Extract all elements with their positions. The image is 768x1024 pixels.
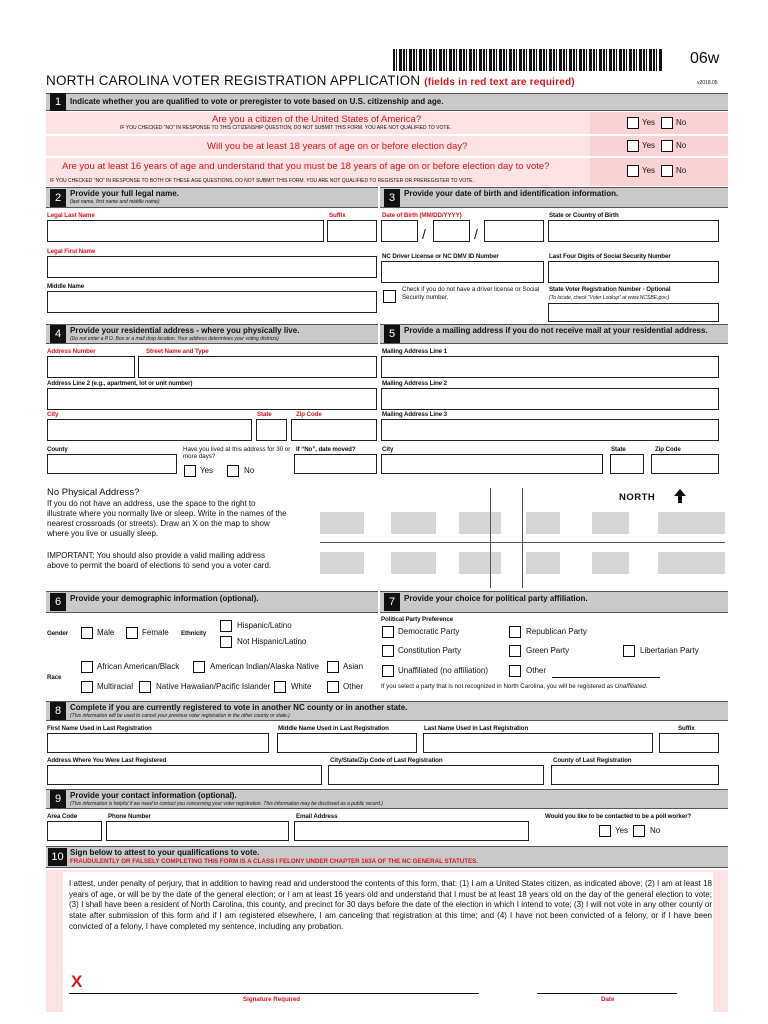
q3-yes-label: Yes <box>642 166 656 175</box>
lived-30-no-checkbox[interactable] <box>227 465 239 477</box>
prev-address-label: Address Where You Were Last Registered <box>47 757 167 764</box>
party-note-unaffiliated: Unaffiliated. <box>614 683 648 690</box>
q3-no-label: No <box>676 166 687 175</box>
middle-name-label: Middle Name <box>47 283 85 290</box>
party-other-label: Other <box>526 666 547 675</box>
mailing-zip-input[interactable] <box>651 454 719 474</box>
libertarian-label: Libertarian Party <box>640 646 699 655</box>
prev-csz-label: City/State/Zip Code of Last Registration <box>330 757 443 764</box>
north-label: NORTH <box>619 492 656 503</box>
map-road-horizontal <box>320 542 725 543</box>
green-label: Green Party <box>526 646 570 655</box>
q2-no-label: No <box>676 141 687 150</box>
map-block <box>592 512 629 534</box>
date-label: Date <box>601 996 615 1003</box>
pacific-label: Native Hawaiian/Pacific Islander <box>156 682 271 691</box>
native-checkbox[interactable] <box>193 661 205 673</box>
prev-address-input[interactable] <box>47 765 322 785</box>
q2-no-checkbox[interactable] <box>661 140 673 152</box>
state-of-birth-input[interactable] <box>548 220 719 242</box>
multiracial-label: Multiracial <box>97 682 134 691</box>
date-moved-label: If “No”, date moved? <box>296 446 356 453</box>
street-name-input[interactable] <box>138 356 377 378</box>
no-physical-title: No Physical Address? <box>47 487 140 498</box>
prev-middle-label: Middle Name Used in Last Registration <box>278 725 389 732</box>
q-16: Are you at least 16 years of age and understand that you must be 18 years of age on or before election day to vote? <box>62 161 550 172</box>
democratic-label: Democratic Party <box>398 627 460 636</box>
svrn-input[interactable] <box>548 303 719 322</box>
male-label: Male <box>97 628 115 637</box>
dob-label: Date of Birth (MM/DD/YYYY) <box>382 212 462 219</box>
mailing-zip-label: Zip Code <box>655 446 681 453</box>
prev-county-label: County of Last Registration <box>553 757 632 764</box>
date-moved-input[interactable] <box>294 454 377 474</box>
green-checkbox[interactable] <box>509 645 521 657</box>
asian-checkbox[interactable] <box>327 661 339 673</box>
q1-answer-area <box>590 112 728 134</box>
prev-middle-input[interactable] <box>277 733 417 753</box>
no-id-label: Check if you do not have a driver license or Social Security number. <box>402 286 540 301</box>
prev-county-input[interactable] <box>551 765 719 785</box>
map-block <box>320 552 364 574</box>
address-number-label: Address Number <box>47 348 96 355</box>
dob-slash-2: / <box>474 226 478 242</box>
section-2-sub: (last name, first name and middle name) <box>70 199 160 205</box>
dl-number-input[interactable] <box>381 261 544 283</box>
felony-warning: FRAUDULENTLY OR FALSELY COMPLETING THIS FORM IS A CLASS I FELONY UNDER CHAPTER 163A OF THE NC GENERAL STATUTES. <box>70 858 478 865</box>
signature-line[interactable] <box>69 993 479 994</box>
signature-x: X <box>71 972 83 991</box>
section-4-sub: (Do not enter a P.O. Box or a mail drop location. Your address determines your voting districts) <box>70 336 279 342</box>
dob-slash-1: / <box>422 226 426 242</box>
map-block <box>320 512 364 534</box>
mailing-line-1-label: Mailing Address Line 1 <box>382 348 447 355</box>
female-checkbox[interactable] <box>126 627 138 639</box>
required-note: (fields in red text are required) <box>424 77 575 88</box>
q1-no-checkbox[interactable] <box>661 117 673 129</box>
map-block <box>658 552 725 574</box>
legal-last-name-label: Legal Last Name <box>47 212 95 219</box>
native-label: American Indian/Alaska Native <box>210 662 319 671</box>
q2-yes-checkbox[interactable] <box>627 140 639 152</box>
dl-number-label: NC Driver License or NC DMV ID Number <box>382 253 499 260</box>
dob-day-input[interactable] <box>433 220 470 242</box>
unaffiliated-checkbox[interactable] <box>382 665 394 677</box>
mailing-line-2-input[interactable] <box>381 388 719 410</box>
mailing-line-2-label: Mailing Address Line 2 <box>382 380 447 387</box>
map-block <box>459 512 501 534</box>
prev-suffix-input[interactable] <box>659 733 719 753</box>
phone-input[interactable] <box>106 821 289 841</box>
section-10-title: Sign below to attest to your qualifications to vote. <box>70 848 260 857</box>
section-7-number: 7 <box>384 593 400 611</box>
q1-yes-checkbox[interactable] <box>627 117 639 129</box>
prev-first-label: First Name Used in Last Registration <box>47 725 152 732</box>
zip-label: Zip Code <box>296 411 322 418</box>
q-18: Will you be at least 18 years of age on or before election day? <box>207 141 468 152</box>
ethnicity-label: Ethnicity <box>181 630 207 637</box>
pollworker-no-label: No <box>650 826 661 835</box>
suffix-label: Suffix <box>329 212 346 219</box>
email-input[interactable] <box>294 821 529 841</box>
section-8-title: Complete if you are currently registered to vote in another NC county or in another state. <box>70 703 408 712</box>
form-code: 06w <box>690 50 720 67</box>
q2-yes-label: Yes <box>642 141 656 150</box>
race-label: Race <box>47 674 62 681</box>
form-version: v2018.05 <box>697 80 718 86</box>
mailing-line-1-input[interactable] <box>381 356 719 378</box>
no-id-checkbox[interactable] <box>383 290 396 303</box>
party-note <box>381 683 648 690</box>
section-2-number: 2 <box>50 189 66 207</box>
mailing-city-label: City <box>382 446 394 453</box>
section-4-number: 4 <box>50 325 66 343</box>
date-line[interactable] <box>537 993 677 994</box>
section-7-title: Provide your choice for political party affiliation. <box>404 594 588 603</box>
black-label: African American/Black <box>97 662 180 671</box>
pollworker-yes-checkbox[interactable] <box>599 825 611 837</box>
form-title-text: NORTH CAROLINA VOTER REGISTRATION APPLICATION <box>46 73 421 88</box>
section-6-title: Provide your demographic information (optional). <box>70 594 259 603</box>
north-arrow-icon <box>674 489 686 508</box>
lived-30-yes-label: Yes <box>200 466 214 475</box>
party-pref-label: Political Party Preference <box>381 616 454 623</box>
q1-no-label: No <box>676 118 687 127</box>
mailing-line-3-input[interactable] <box>381 419 719 441</box>
black-checkbox[interactable] <box>81 661 93 673</box>
hispanic-checkbox[interactable] <box>220 620 232 632</box>
legal-last-name-input[interactable] <box>47 220 324 242</box>
race-other-checkbox[interactable] <box>327 681 339 693</box>
lived-30-label: Have you lived at this address for 30 or more days? <box>183 446 291 460</box>
q-citizen: Are you a citizen of the United States of America? <box>212 114 422 125</box>
map-block <box>391 552 436 574</box>
libertarian-checkbox[interactable] <box>623 645 635 657</box>
area-code-label: Area Code <box>47 813 78 820</box>
white-label: White <box>291 682 312 691</box>
map-block <box>391 512 436 534</box>
unaffiliated-label: Unaffiliated (no affiliation) <box>398 666 488 675</box>
address-number-input[interactable] <box>47 356 135 378</box>
section-9-number: 9 <box>50 790 66 808</box>
svrn-label: State Voter Registration Number - Optional <box>549 286 671 293</box>
map-block <box>592 552 629 574</box>
constitution-checkbox[interactable] <box>382 645 394 657</box>
pollworker-label: Would you like to be contacted to be a poll worker? <box>545 813 692 820</box>
state-input[interactable] <box>256 419 287 441</box>
q3-no-checkbox[interactable] <box>661 165 673 177</box>
section-5-title: Provide a mailing address if you do not receive mail at your residential address. <box>404 326 708 335</box>
lived-30-yes-checkbox[interactable] <box>184 465 196 477</box>
not-hispanic-label: Not Hispanic/Latino <box>237 637 307 646</box>
white-checkbox[interactable] <box>274 681 286 693</box>
dob-year-input[interactable] <box>484 220 544 242</box>
democratic-checkbox[interactable] <box>382 626 394 638</box>
address-line-2-input[interactable] <box>47 388 377 410</box>
barcode <box>393 49 663 71</box>
legal-first-name-label: Legal First Name <box>47 248 96 255</box>
zip-input[interactable] <box>291 419 377 441</box>
constitution-label: Constitution Party <box>398 646 462 655</box>
section-1-number: 1 <box>50 93 66 111</box>
pollworker-yes-label: Yes <box>615 826 629 835</box>
section-8-sub: (This information will be used to cancel your previous voter registration in the other county or state.) <box>70 713 290 719</box>
q-citizen-note: IF YOU CHECKED “NO” IN RESPONSE TO THIS CITIZENSHIP QUESTION, DO NOT SUBMIT THIS FORM. YOU ARE NOT QUALIFIED TO VOTE. <box>120 125 452 131</box>
party-note-text: If you select a party that is not recognized in North Carolina, you will be registered as <box>381 683 614 690</box>
middle-name-input[interactable] <box>47 291 377 313</box>
city-label: City <box>47 411 59 418</box>
lived-30-no-label: No <box>244 466 255 475</box>
svrn-note: (To locate, check “Voter Lookup” at www.NCSBE.gov.) <box>549 295 670 301</box>
q3-yes-checkbox[interactable] <box>627 165 639 177</box>
section-9-sub: (This information is helpful if we need to contact you concerning your voter registration. This information may be disclosed as a public record.) <box>70 801 383 807</box>
form-title <box>46 73 575 88</box>
prev-suffix-label: Suffix <box>678 725 695 732</box>
street-name-label: Street Name and Type <box>146 348 209 355</box>
signature-required-label: Signature Required <box>243 996 301 1003</box>
female-label: Female <box>142 628 169 637</box>
section-4-title: Provide your residential address - where you physically live. <box>70 326 300 335</box>
prev-first-input[interactable] <box>47 733 269 753</box>
q3-answer-area <box>590 158 728 186</box>
state-label: State <box>257 411 272 418</box>
map-block <box>459 552 501 574</box>
section-2-title: Provide your full legal name. <box>70 189 179 198</box>
prev-last-label: Last Name Used in Last Registration <box>424 725 529 732</box>
section-5-number: 5 <box>384 325 400 343</box>
map-block <box>526 512 560 534</box>
multiracial-checkbox[interactable] <box>81 681 93 693</box>
gender-label: Gender <box>47 630 69 637</box>
no-physical-important: IMPORTANT: You should also provide a valid mailing address above to permit the board of elections to send you a voter card. <box>47 551 272 570</box>
mailing-city-input[interactable] <box>381 454 603 474</box>
phone-label: Phone Number <box>108 813 151 820</box>
dob-month-input[interactable] <box>381 220 418 242</box>
mailing-line-3-label: Mailing Address Line 3 <box>382 411 447 418</box>
section-1-title: Indicate whether you are qualified to vote or preregister to vote based on U.S. citizenship and age. <box>70 97 444 106</box>
county-label: County <box>47 446 68 453</box>
ssn4-label: Last Four Digits of Social Security Number <box>549 253 671 260</box>
pacific-checkbox[interactable] <box>139 681 151 693</box>
pollworker-no-checkbox[interactable] <box>633 825 645 837</box>
mailing-state-label: State <box>611 446 626 453</box>
male-checkbox[interactable] <box>81 627 93 639</box>
map-road-vertical <box>490 488 491 588</box>
race-other-label: Other <box>343 682 364 691</box>
section-9-title: Provide your contact information (optional). <box>70 791 237 800</box>
section-3-title: Provide your date of birth and identification information. <box>404 189 619 198</box>
area-code-input[interactable] <box>47 821 102 841</box>
hispanic-label: Hispanic/Latino <box>237 621 292 630</box>
crossroads-map[interactable] <box>320 488 725 588</box>
suffix-input[interactable] <box>327 220 377 242</box>
map-block <box>658 512 725 534</box>
section-6-number: 6 <box>50 593 66 611</box>
prev-last-input[interactable] <box>423 733 653 753</box>
attestation-text: I attest, under penalty of perjury, that in addition to having read and understood the contents of this form, that: (1) I am a United States citizen, as indicated above; (2) I am at least 18 years of age, or will be by the date of the general election; or I am at least 16 years old and understand that I must be at least 18 years old on the day of the general election to vote; (3) I shall have been a resident of North Carolina, this county, and precinct for 30 days before the date of the election in which I intend to vote; (3) I will not vote in any other county or state after submission of this form and if I am registered elsewhere, I am canceling that registration at this time; and (4) I have not been convicted of a felony, or if I have been convicted of a felony, I have completed my sentence, including any probation. <box>69 879 712 931</box>
party-other-line[interactable] <box>552 677 660 678</box>
section-8-number: 8 <box>50 702 66 720</box>
mailing-state-input[interactable] <box>610 454 644 474</box>
asian-label: Asian <box>343 662 364 671</box>
party-other-checkbox[interactable] <box>509 665 521 677</box>
email-label: Email Address <box>296 813 338 820</box>
no-physical-body: If you do not have an address, use the space to the right to illustrate where you normally live or sleep. Write in the names of the nearest crossroads (or streets). Draw an X on the map to show where you live or usually sleep. <box>47 499 287 538</box>
not-hispanic-checkbox[interactable] <box>220 636 232 648</box>
map-road-vertical <box>522 488 523 588</box>
ssn4-input[interactable] <box>548 261 719 283</box>
q-age-note: IF YOU CHECKED “NO” IN RESPONSE TO BOTH OF THESE AGE QUESTIONS, DO NOT SUBMIT THIS FORM. YOU ARE NOT QUALIFIED TO REGISTER OR PREREGISTER TO VOTE. <box>50 178 474 184</box>
address-line-2-label: Address Line 2 (e.g., apartment, lot or unit number) <box>47 380 193 387</box>
republican-label: Republican Party <box>526 627 587 636</box>
legal-first-name-input[interactable] <box>47 256 377 278</box>
section-3-number: 3 <box>384 189 400 207</box>
q1-yes-label: Yes <box>642 118 656 127</box>
county-input[interactable] <box>47 454 177 474</box>
section-10-number: 10 <box>48 848 67 866</box>
prev-csz-input[interactable] <box>328 765 544 785</box>
city-input[interactable] <box>47 419 252 441</box>
state-of-birth-label: State or Country of Birth <box>549 212 619 219</box>
q2-answer-area <box>590 136 728 156</box>
republican-checkbox[interactable] <box>509 626 521 638</box>
map-block <box>526 552 560 574</box>
